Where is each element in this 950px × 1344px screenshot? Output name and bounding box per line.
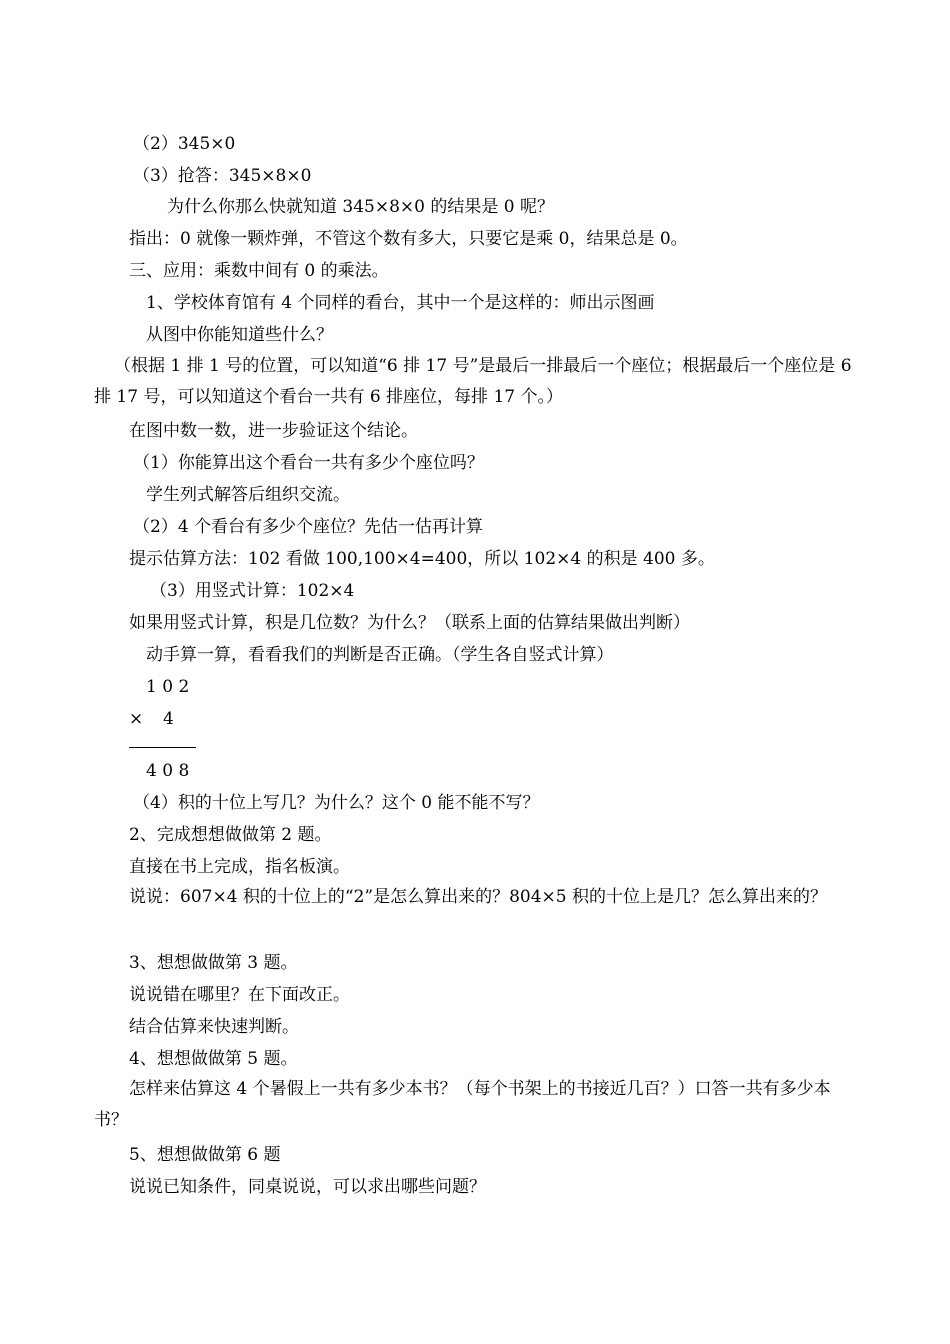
vertical-calc-multiplier: 4 (163, 709, 174, 729)
text-paragraph-20: 说说：607×4 积的十位上的“2”是怎么算出来的？804×5 积的十位上是几？怎么算出来的？ (129, 887, 828, 907)
text-line-13: 提示估算方法：102 看做 100,100×4=400，所以 102×4 的积是 400 多。 (129, 549, 715, 569)
text-line-22: 说说错在哪里？在下面改正。 (129, 985, 350, 1005)
text-line-16: 动手算一算，看看我们的判断是否正确。（学生各自竖式计算） (146, 645, 614, 665)
text-line-14: （3）用竖式计算：102×4 (150, 581, 355, 601)
text-line-24: 4、想想做做第 5 题。 (129, 1049, 298, 1069)
text-line-7: 从图中你能知道些什么？ (146, 325, 333, 345)
text-line-11: 学生列式解答后组织交流。 (146, 485, 350, 505)
text-line-19: 直接在书上完成，指名板演。 (129, 857, 350, 877)
vertical-calc-multiplicand: 1 0 2 (146, 677, 190, 697)
text-line-1: （2）345×0 (133, 134, 236, 154)
vertical-calc-times-sign: × (129, 709, 144, 729)
text-line-6: 1、学校体育馆有 4 个同样的看台，其中一个是这样的：师出示图画 (146, 293, 655, 313)
text-line-9: 在图中数一数，进一步验证这个结论。 (129, 421, 418, 441)
text-line-2: （3）抢答：345×8×0 (133, 166, 312, 186)
text-paragraph-8: （根据 1 排 1 号的位置，可以知道“6 排 17 号”是最后一排最后一个座位；根据最后一个座位是 6 排 17 号，可以知道这个看台一共有 6 排座位，每排 17 个。） (94, 356, 852, 407)
text-line-23: 结合估算来快速判断。 (129, 1017, 299, 1037)
text-line-15: 如果用竖式计算，积是几位数？为什么？（联系上面的估算结果做出判断） (129, 613, 690, 633)
text-line-4: 指出：0 就像一颗炸弹，不管这个数有多大，只要它是乘 0，结果总是 0。 (129, 229, 688, 249)
vertical-calc-rule (129, 747, 196, 748)
vertical-calc-product: 4 0 8 (146, 761, 190, 781)
text-line-26: 5、想想做做第 6 题 (129, 1145, 281, 1165)
text-line-10: （1）你能算出这个看台一共有多少个座位吗？ (133, 453, 484, 473)
text-line-3: 为什么你那么快就知道 345×8×0 的结果是 0 呢？ (167, 197, 554, 217)
text-line-27: 说说已知条件，同桌说说，可以求出哪些问题？ (129, 1177, 486, 1197)
section-heading-application: 三、应用：乘数中间有 0 的乘法。 (129, 261, 389, 281)
text-line-18: 2、完成想想做做第 2 题。 (129, 825, 332, 845)
text-line-21: 3、想想做做第 3 题。 (129, 953, 298, 973)
text-line-12: （2）4 个看台有多少个座位？先估一估再计算 (133, 517, 484, 537)
text-line-17: （4）积的十位上写几？为什么？这个 0 能不能不写？ (133, 793, 540, 813)
text-paragraph-25: 怎样来估算这 4 个暑假上一共有多少本书？（每个书架上的书接近几百？）口答一共有多少本书？ (94, 1079, 831, 1130)
